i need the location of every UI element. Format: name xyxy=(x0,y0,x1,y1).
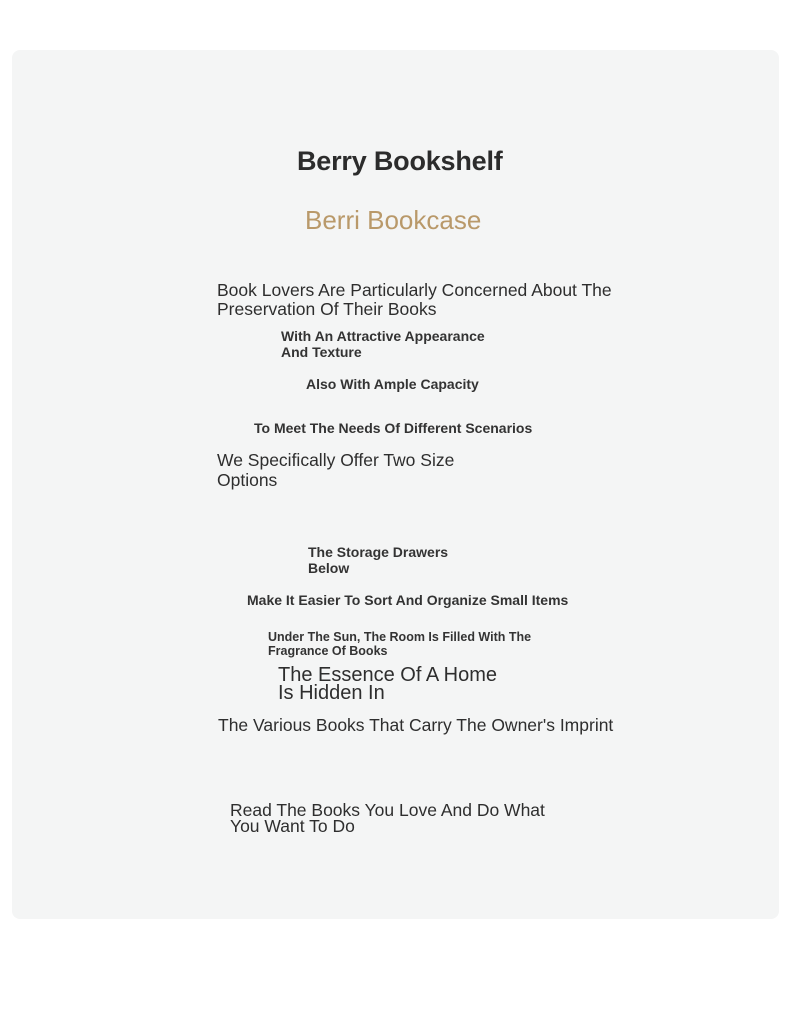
text-line-1: Book Lovers Are Particularly Concerned About The Preservation Of Their Books xyxy=(217,280,612,319)
text-line-2: With An Attractive Appearance And Texture xyxy=(281,328,485,360)
page-subtitle: Berri Bookcase xyxy=(305,205,482,235)
text-line-6: The Storage Drawers Below xyxy=(308,544,449,576)
text-line-8: Under The Sun, The Room Is Filled With The Fragrance Of Books xyxy=(268,630,532,658)
text-line-3: Also With Ample Capacity xyxy=(306,376,479,392)
text-line-7: Make It Easier To Sort And Organize Small Items xyxy=(247,592,569,608)
text-line-4: To Meet The Needs Of Different Scenarios xyxy=(254,420,533,436)
text-line-11: Read The Books You Love And Do What You Want To Do xyxy=(230,800,545,836)
page-title: Berry Bookshelf xyxy=(297,146,503,176)
text-line-5: We Specifically Offer Two Size Options xyxy=(217,450,455,490)
content-card xyxy=(12,50,779,919)
text-line-9: The Essence Of A Home Is Hidden In xyxy=(278,664,497,704)
text-line-10: The Various Books That Carry The Owner's Imprint xyxy=(218,715,614,735)
